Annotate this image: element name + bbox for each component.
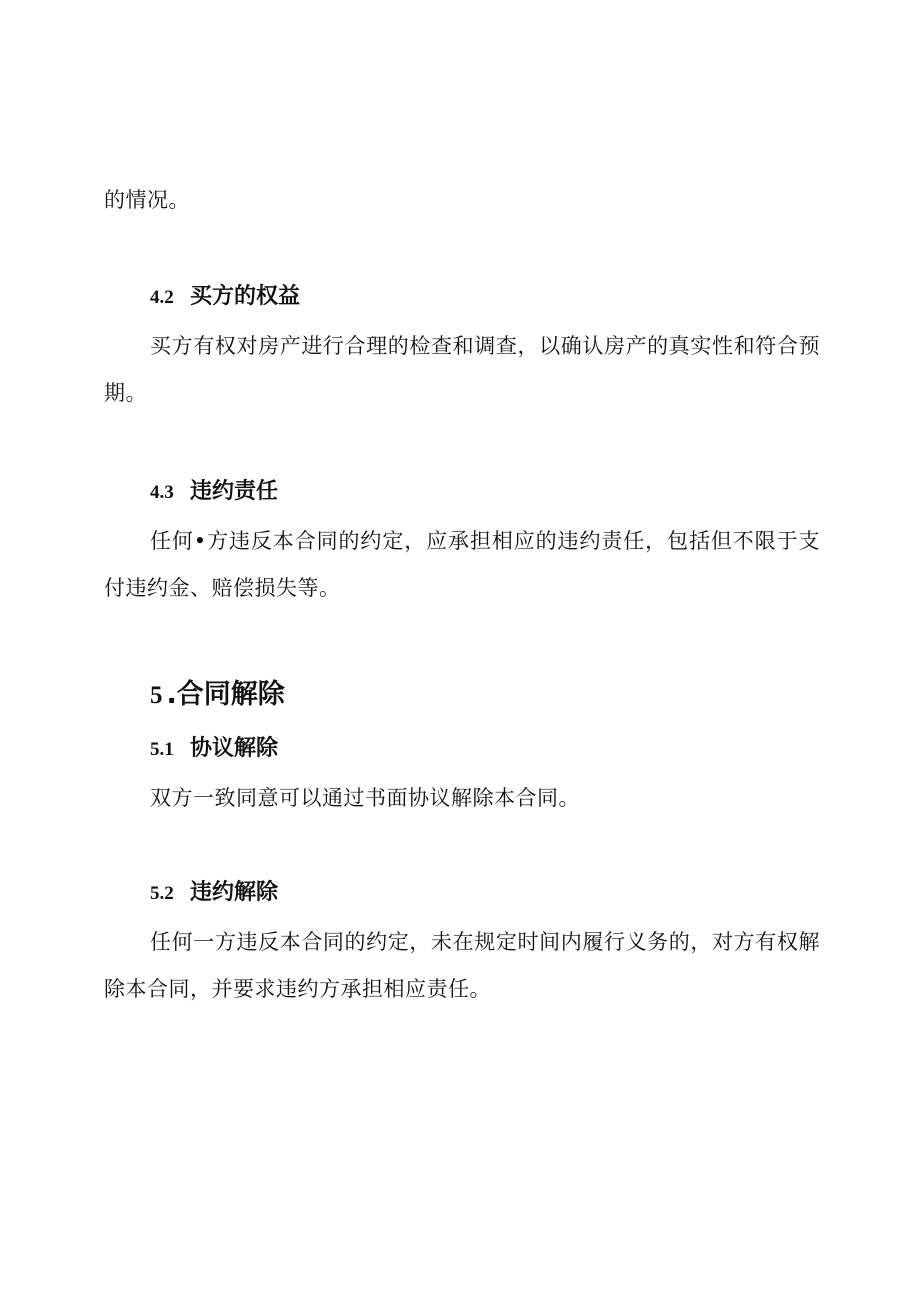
section-title: 违约解除 [190, 880, 279, 905]
section-title: 买方的权益 [190, 284, 301, 309]
section-paragraph: 双方一致同意可以通过书面协议解除本合同。 [150, 786, 580, 810]
section-5-2-body [104, 919, 820, 1013]
section-4-2-heading [150, 282, 300, 313]
intro-tail-block [104, 177, 820, 224]
section-number: 5.1 [150, 739, 174, 760]
section-number: 4.2 [150, 287, 174, 308]
section-4-3-body [104, 518, 820, 612]
section-5-2-heading [150, 878, 278, 909]
intro-tail-paragraph: 的情况。 [104, 188, 190, 212]
section-5-1-heading [150, 734, 278, 765]
section-paragraph: 任何一方违反本合同的约定，未在规定时间内履行义务的，对方有权解除本合同，并要求违约方承担相应责任。 [104, 930, 820, 1001]
section-4-2-body [104, 323, 820, 417]
section-5-heading [150, 677, 285, 714]
section-number: 4.3 [150, 482, 174, 503]
section-title: 违约责任 [190, 479, 279, 504]
chapter-number: 5 [150, 682, 163, 709]
chapter-title: .合同解除 [166, 679, 285, 710]
section-5-1-body [104, 775, 820, 822]
section-paragraph: 任何•方违反本合同的约定，应承担相应的违约责任，包括但不限于支付违约金、赔偿损失等。 [104, 529, 820, 600]
section-paragraph: 买方有权对房产进行合理的检查和调查，以确认房产的真实性和符合预期。 [104, 334, 820, 405]
section-title: 协议解除 [190, 736, 279, 761]
section-4-3-heading [150, 477, 278, 508]
section-number: 5.2 [150, 883, 174, 904]
